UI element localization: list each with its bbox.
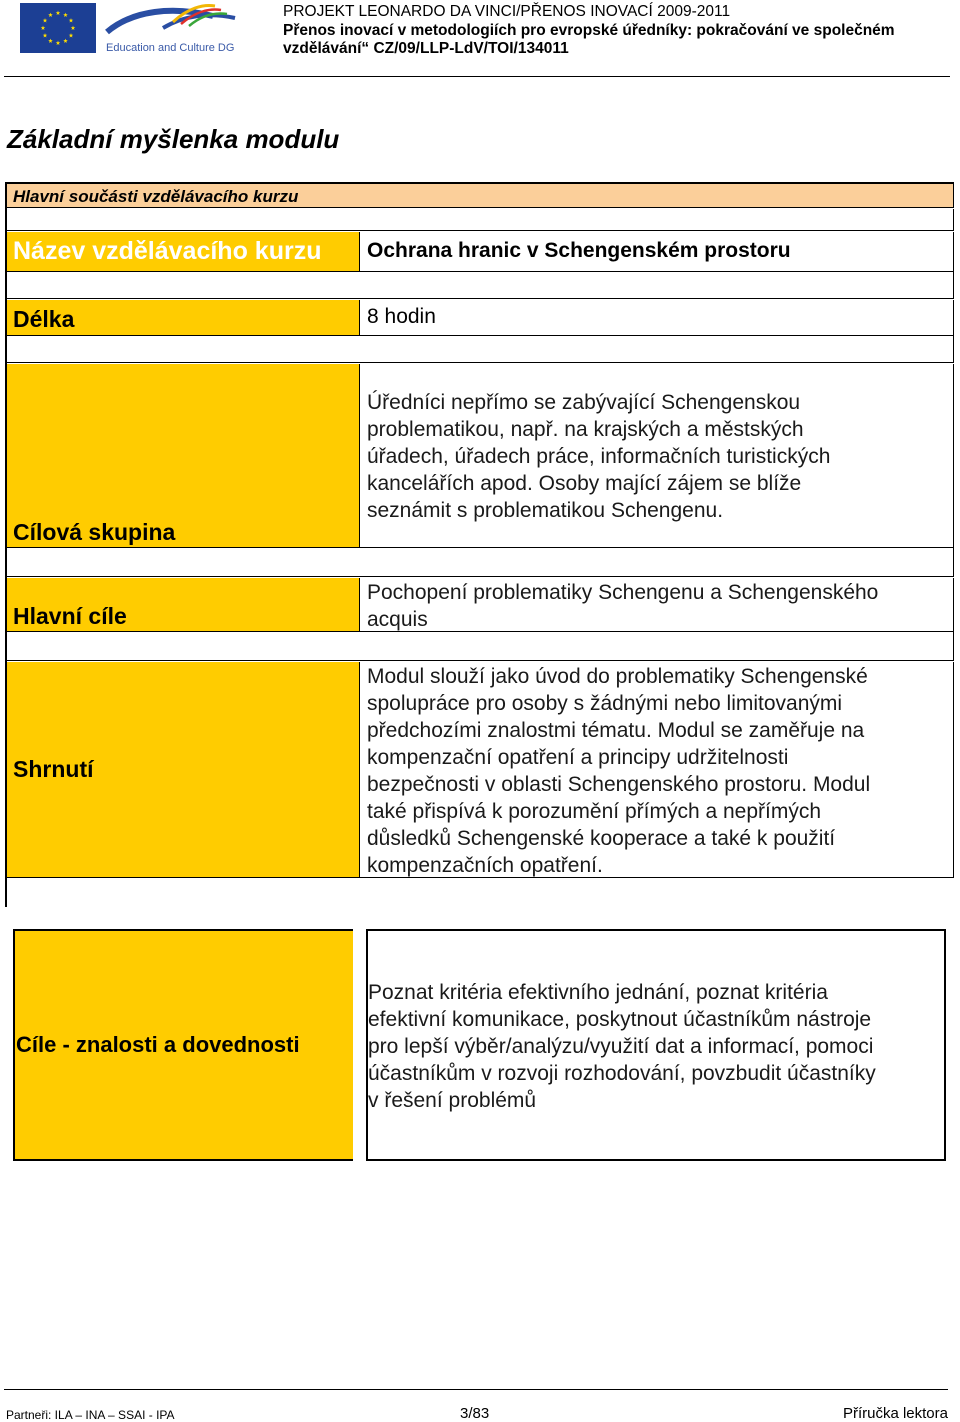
eu-flag-icon [20,3,96,53]
duration-value-text: 8 hodin [367,305,436,328]
page-title: Základní myšlenka modulu [7,124,340,154]
target-group-label [7,364,359,548]
header-line-3: vzdělávání“ CZ/09/LLP-LdV/TOI/134011 [283,40,569,57]
target-group-line: seznámit s problematikou Schengenu. [367,499,724,522]
summary-label [7,662,359,878]
section-header-row [7,184,954,208]
summary-label-text: Shrnutí [13,756,94,782]
skills-line: v řešení problémů [368,1089,537,1112]
skills-line: účastníkům v rozvoji rozhodování, povzbudit účastníky [368,1062,876,1085]
footer-document-name: Příručka lektora [842,1405,948,1422]
target-group-line: úřadech, úřadech práce, informačních turistických [367,445,831,468]
target-group-line: problematikou, např. na krajských a městských [367,418,804,441]
duration-label-text: Délka [13,306,75,332]
summary-line: Modul slouží jako úvod do problematiky Schengenské [367,665,868,688]
header-line-1: PROJEKT LEONARDO DA VINCI/PŘENOS INOVACÍ 2009-2011 [283,3,731,20]
skills-line: pro lepší výběr/analýzu/využití dat a informací, pomoci [368,1035,874,1058]
skills-label [13,929,353,1161]
duration-spacer [7,336,954,363]
summary-value [359,662,954,878]
course-name-label [7,232,359,272]
course-name-spacer [7,272,954,299]
logo-text: Education and Culture DG [106,42,235,54]
summary-line: také přispívá k porozumění přímých a nepřímých [367,800,822,823]
duration-value [359,300,954,336]
course-name-value-text: Ochrana hranic v Schengenském prostoru [367,239,791,262]
summary-line: důsledků Schengenské kooperace a také k použití [367,827,836,850]
course-name-value [359,232,954,272]
target-group-value [359,364,954,548]
main-goals-spacer [7,632,954,661]
summary-line: spolupráce pro osoby s žádnými nebo limitovanými [367,692,843,715]
footer-divider [4,1389,948,1390]
target-group-line: Úředníci nepřímo se zabývající Schengenskou [367,391,801,414]
summary-line: kompenzačních opatření. [367,854,603,877]
duration-label [7,300,359,336]
skills-line: Poznat kritéria efektivního jednání, poznat kritéria [368,981,828,1004]
section-header-spacer [7,209,954,231]
header-divider [4,76,950,77]
skills-label-text: Cíle - znalosti a dovednosti [16,1032,300,1057]
main-goals-line: Pochopení problematiky Schengenu a Schengenského [367,581,879,604]
header-line-2: Přenos inovací v metodologiích pro evropské úředníky: pokračování ve společném [283,21,895,39]
project-header [283,3,953,59]
summary-line: bezpečnosti v oblasti Schengenského prostoru. Modul [367,773,871,796]
education-culture-logo-icon [103,2,243,58]
summary-line: předchozími znalostmi tématu. Modul se zaměřuje na [367,719,865,742]
main-goals-value [359,578,954,632]
footer-page-number: 3/83 [460,1405,490,1422]
main-goals-line: acquis [367,608,428,631]
main-goals-label-text: Hlavní cíle [13,603,127,629]
skills-value [366,929,946,1161]
section-header: Hlavní součásti vzdělávacího kurzu [13,187,299,206]
target-group-line: kancelářích apod. Osoby mající zájem se blíže [367,472,802,495]
summary-line: kompenzační opatření a principy udržitelnosti [367,746,789,769]
course-name-label-text: Název vzdělávacího kurzu [13,237,322,265]
main-goals-label [7,578,359,632]
target-group-label-text: Cílová skupina [13,519,176,545]
footer-partners: Partneři: ILA – INA – SSAI - IPA [6,1408,175,1422]
target-group-spacer [7,548,954,577]
skills-line: efektivní komunikace, poskytnout účastníkům nástroje [368,1008,872,1031]
